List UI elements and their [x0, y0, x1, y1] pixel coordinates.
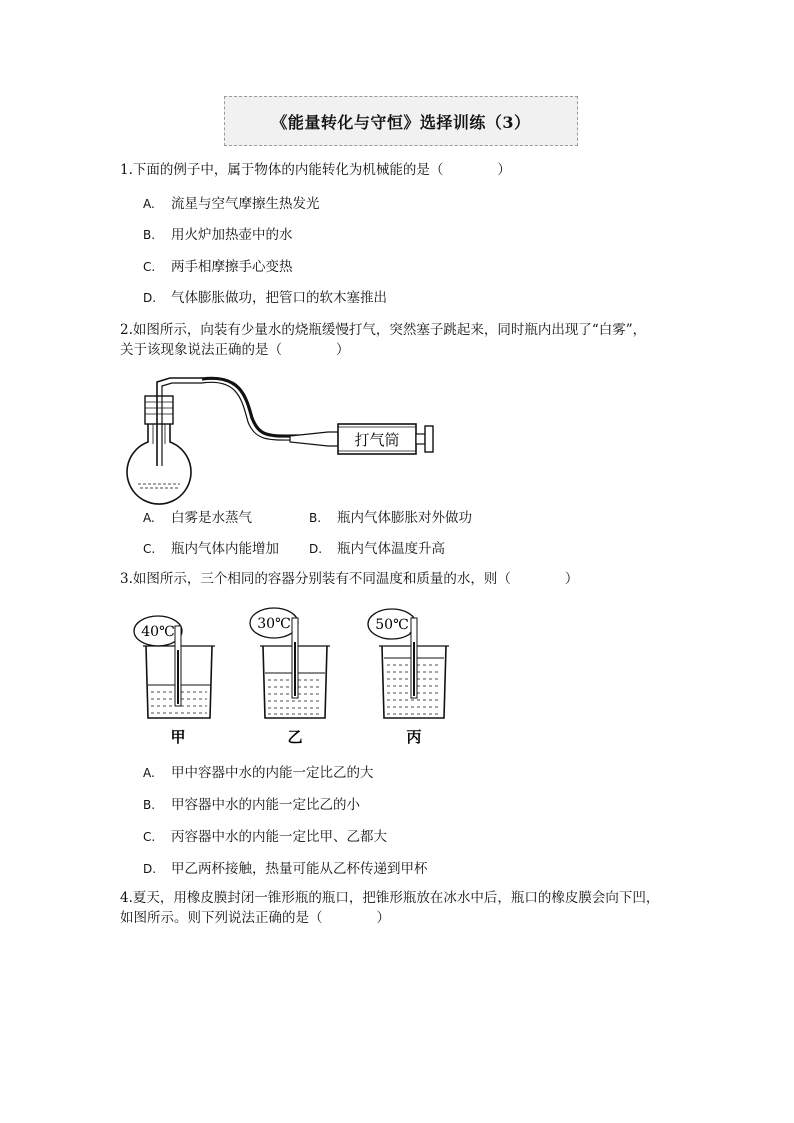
option-text: 瓶内气体膨胀对外做功 [337, 510, 472, 526]
q3-option-b[interactable] [143, 796, 360, 814]
q2-option-b[interactable] [309, 509, 472, 527]
option-key: B. [143, 798, 156, 812]
three-beakers-figure [120, 600, 460, 750]
q2-option-c[interactable] [143, 540, 279, 558]
option-text: 两手相摩擦手心变热 [171, 259, 293, 275]
option-text: 甲容器中水的内能一定比乙的小 [171, 797, 360, 813]
option-text: 甲乙两杯接触，热量可能从乙杯传递到甲杯 [171, 861, 428, 877]
option-text: 丙容器中水的内能一定比甲、乙都大 [171, 829, 387, 845]
option-text: 用火炉加热壶中的水 [171, 227, 293, 243]
flask-pump-figure [120, 366, 440, 506]
option-key: A. [143, 511, 155, 525]
option-text: 气体膨胀做功，把管口的软木塞推出 [171, 290, 387, 306]
question-3-stem: 3.如图所示，三个相同的容器分别装有不同温度和质量的水，则（ ） [120, 571, 579, 587]
question-4-stem [120, 888, 660, 928]
option-text: 瓶内气体温度升高 [337, 541, 445, 557]
q1-option-b[interactable] [143, 226, 293, 244]
question-1-stem: 1.下面的例子中，属于物体的内能转化为机械能的是（ ） [120, 162, 511, 178]
option-key: C. [143, 830, 156, 844]
question-2-stem [120, 320, 660, 360]
page-title: 《能量转化与守恒》选择训练（3） [271, 112, 531, 132]
beaker-bing-temp: 50℃ [375, 617, 409, 633]
option-key: B. [309, 511, 322, 525]
q3-option-a[interactable] [143, 764, 374, 782]
beaker-bing-label: 丙 [406, 728, 422, 746]
option-key: C. [143, 542, 156, 556]
option-key: C. [143, 260, 156, 274]
q1-option-a[interactable] [143, 195, 320, 213]
question-4-stem-line1: 4.夏天，用橡皮膜封闭一锥形瓶的瓶口，把锥形瓶放在冰水中后，瓶口的橡皮膜会向下凹， [120, 890, 660, 906]
beaker-jia-temp: 40℃ [141, 624, 175, 640]
q2-option-a[interactable] [143, 509, 252, 527]
question-4-stem-line2: 如图所示。则下列说法正确的是（ ） [120, 910, 390, 926]
option-text: 流星与空气摩擦生热发光 [171, 196, 320, 212]
option-key: A. [143, 197, 155, 211]
title-box [224, 96, 578, 146]
q1-option-d[interactable] [143, 289, 387, 307]
beaker-yi-temp: 30℃ [257, 616, 291, 632]
option-text: 瓶内气体内能增加 [171, 541, 279, 557]
q1-option-c[interactable] [143, 258, 293, 276]
question-2-stem-line1: 2.如图所示，向装有少量水的烧瓶缓慢打气，突然塞子跳起来，同时瓶内出现了“白雾”， [120, 322, 647, 338]
option-key: B. [143, 228, 156, 242]
beaker-jia-label: 甲 [170, 728, 186, 746]
option-key: D. [143, 291, 157, 305]
question-2-stem-line2: 关于该现象说法正确的是（ ） [120, 342, 350, 358]
option-key: A. [143, 766, 155, 780]
beaker-jia [134, 616, 215, 746]
beaker-yi [250, 608, 330, 746]
pump-label: 打气筒 [354, 431, 400, 449]
q2-option-d[interactable] [309, 540, 445, 558]
option-key: D. [143, 862, 157, 876]
option-text: 甲中容器中水的内能一定比乙的大 [171, 765, 374, 781]
q3-option-c[interactable] [143, 828, 387, 846]
beaker-yi-label: 乙 [287, 728, 303, 746]
q3-option-d[interactable] [143, 860, 428, 878]
option-text: 白雾是水蒸气 [171, 510, 252, 526]
beaker-bing [368, 609, 449, 746]
option-key: D. [309, 542, 323, 556]
